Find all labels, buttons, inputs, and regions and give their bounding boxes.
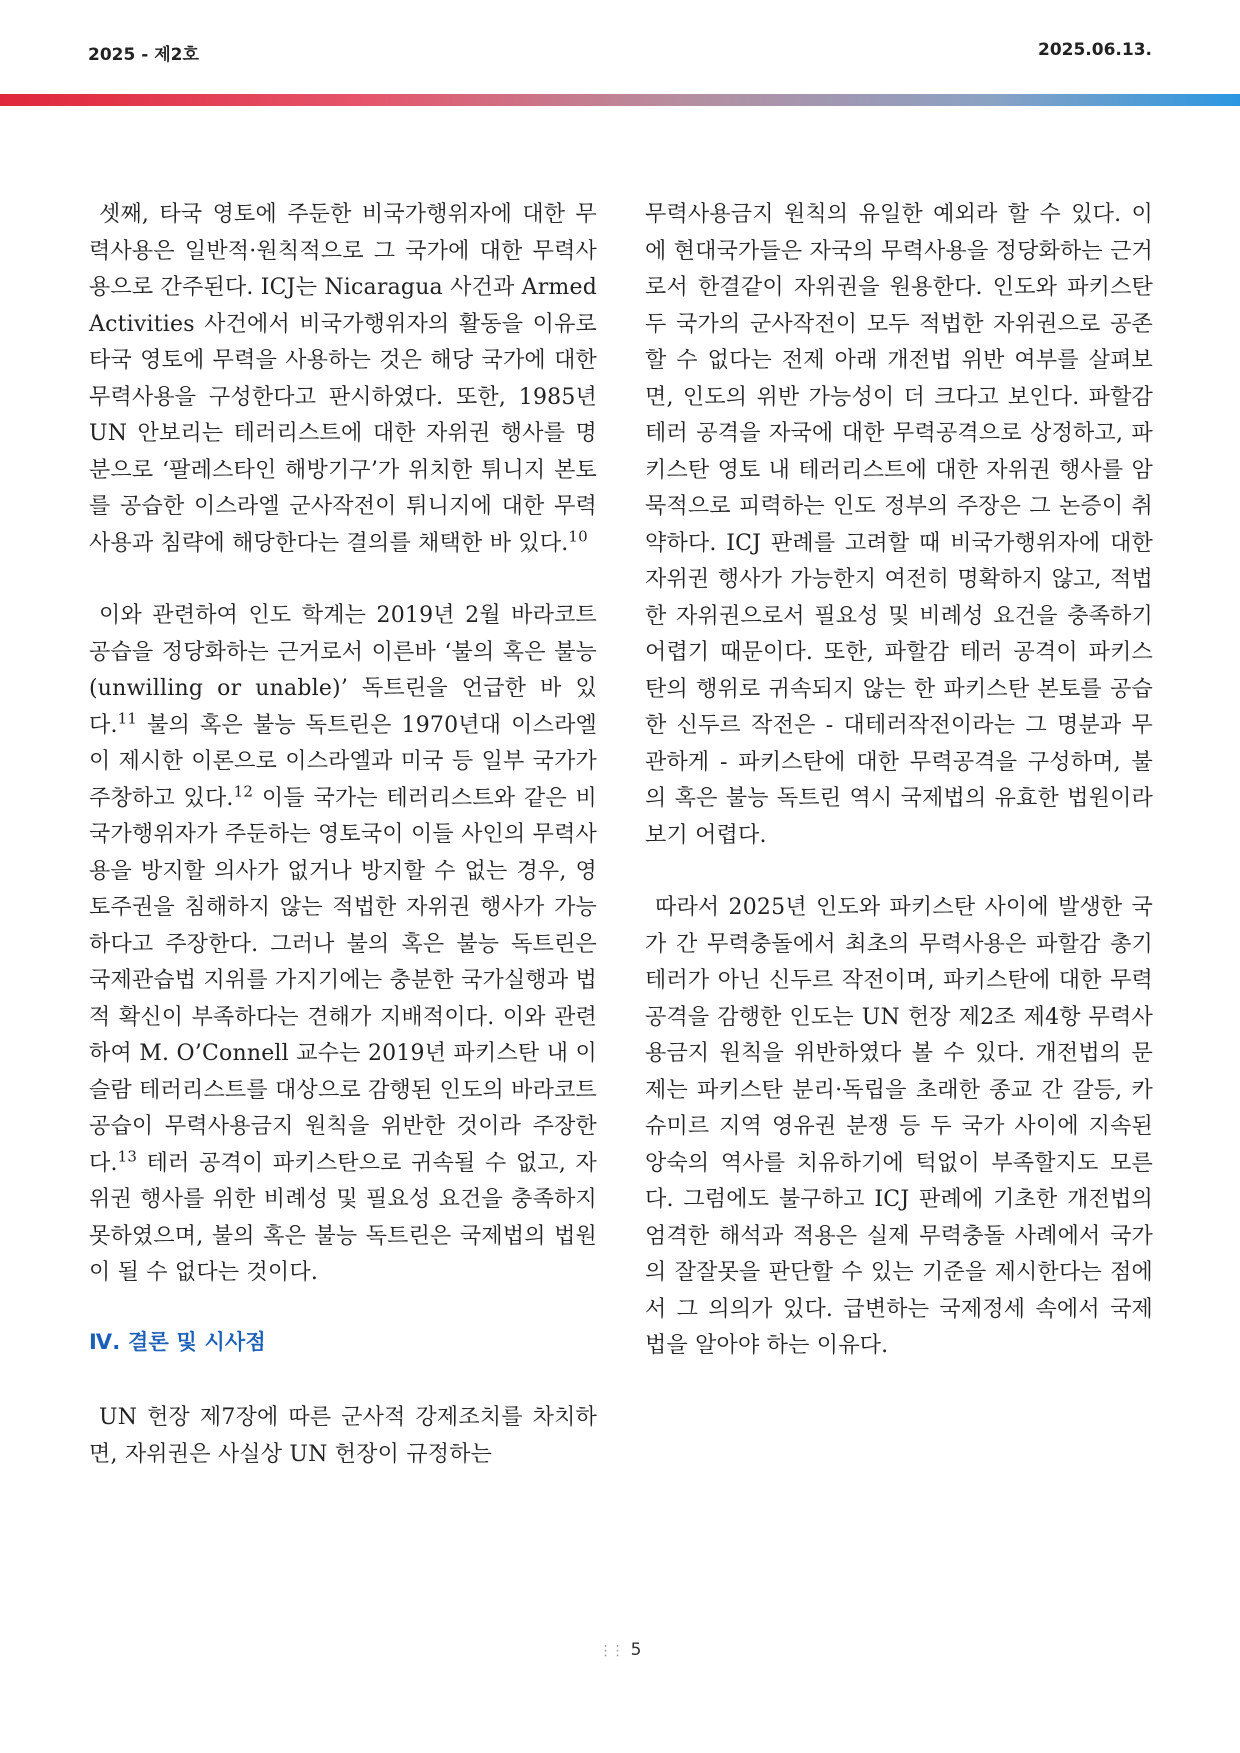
footnote-ref[interactable]: 13: [117, 1147, 138, 1166]
paragraph: [645, 197, 1153, 854]
paragraph: [89, 598, 597, 1292]
page-number: 5: [630, 1640, 642, 1660]
page-footer: [0, 1640, 1240, 1660]
section-heading: Ⅳ. 결론 및 시사점: [89, 1329, 266, 1354]
issue-date: 2025.06.13.: [1037, 40, 1152, 60]
page-header: [88, 36, 1152, 66]
dots-icon: ⋮⋮: [598, 1643, 623, 1659]
footnote-ref[interactable]: 11: [117, 709, 138, 728]
footnote-ref[interactable]: 12: [233, 782, 254, 801]
paragraph: [645, 890, 1153, 1365]
paragraph-text: 이들 국가는 테러리스트와 같은 비국가행위자가 주둔하는 영토국이 이들 사인의 무력사용을 방지할 의사가 없거나 방지할 수 없는 경우, 영토주권을 침해하지 않는 적법한 자위권 행사가 가능하다고 주장한다. 그러나 불의 혹은 불능 독트린은 국제관습법 지위를 가지기에는 충분한 국가실행과 법적 확신이 부족하다는 견해가 지배적이다. 이와 관련하여 M. O’Connell 교수는 2019년 파키스탄 내 이슬람 테러리스트를 대상으로 감행된 인도의 바라코트 공습이 무력사용금지 원칙을 위반한 것이라 주장한다.: [89, 785, 597, 1176]
paragraph-text: 무력사용금지 원칙의 유일한 예외라 할 수 있다. 이에 현대국가들은 자국의 무력사용을 정당화하는 근거로서 한결같이 자위권을 원용한다. 인도와 파키스탄 두 국가의 군사작전이 모두 적법한 자위권으로 공존할 수 없다는 전제 아래 개전법 위반 여부를 살펴보면, 인도의 위반 가능성이 더 크다고 보인다. 파할감 테러 공격을 자국에 대한 무력공격으로 상정하고, 파키스탄 영토 내 테러리스트에 대한 자위권 행사를 암묵적으로 피력하는 인도 정부의 주장은 그 논증이 취약하다. ICJ 판례를 고려할 때 비국가행위자에 대한 자위권 행사가 가능한지 여전히 명확하지 않고, 적법한 자위권으로서 필요성 및 비례성 요건을 충족하기 어렵기 때문이다. 또한, 파할감 테러 공격이 파키스탄의 행위로 귀속되지 않는 한 파키스탄 본토를 공습한 신두르 작전은 - 대테러작전이라는 그 명분과 무관하게 - 파키스탄에 대한 무력공격을 구성하며, 불의 혹은 불능 독트린 역시 국제법의 유효한 법원이라 보기 어렵다.: [645, 202, 1153, 848]
issue-number: 2025 - 제2호: [88, 45, 199, 65]
paragraph-text: 이와 관련하여 인도 학계는 2019년 2월 바라코트 공습을 정당화하는 근거로서 이른바 ‘불의 혹은 불능(unwilling or unable)’ 독트린을 언급한 바 있다.: [89, 603, 597, 738]
paragraph-text: 테러 공격이 파키스탄으로 귀속될 수 없고, 자위권 행사를 위한 비례성 및 필요성 요건을 충족하지 못하였으며, 불의 혹은 불능 독트린은 국제법의 법원이 될 수 없다는 것이다.: [89, 1150, 597, 1285]
paragraph-text: 셋째, 타국 영토에 주둔한 비국가행위자에 대한 무력사용은 일반적·원칙적으로 그 국가에 대한 무력사용으로 간주된다. ICJ는 Nicaragua 사건과 Armed Activities 사건에서 비국가행위자의 활동을 이유로 타국 영토에 무력을 사용하는 것은 해당 국가에 대한 무력사용을 구성한다고 판시하였다. 또한, 1985년 UN 안보리는 테러리스트에 대한 자위권 행사를 명분으로 ‘팔레스타인 해방기구’가 위치한 튀니지 본토를 공습한 이스라엘 군사작전이 튀니지에 대한 무력사용과 침략에 해당한다는 결의를 채택한 바 있다.: [89, 202, 597, 556]
paragraph-text: 불의 혹은 불능 독트린은 1970년대 이스라엘이 제시한 이론으로 이스라엘과 미국 등 일부 국가가 주창하고 있다.: [89, 712, 597, 811]
right-column: [645, 197, 1153, 1401]
header-gradient-bar: [0, 94, 1240, 106]
footnote-ref[interactable]: 10: [568, 527, 588, 546]
paragraph-text: UN 헌장 제7장에 따른 군사적 강제조치를 차치하면, 자위권은 사실상 UN 헌장이 규정하는: [89, 1405, 597, 1467]
paragraph: [89, 197, 597, 562]
paragraph: [89, 1400, 597, 1473]
left-column: [89, 197, 597, 1509]
paragraph-text: 따라서 2025년 인도와 파키스탄 사이에 발생한 국가 간 무력충돌에서 최초의 무력사용은 파할감 총기 테러가 아닌 신두르 작전이며, 파키스탄에 대한 무력공격을 감행한 인도는 UN 헌장 제2조 제4항 무력사용금지 원칙을 위반하였다 볼 수 있다. 개전법의 문제는 파키스탄 분리·독립을 초래한 종교 간 갈등, 카슈미르 지역 영유권 분쟁 등 두 국가 사이에 지속된 앙숙의 역사를 치유하기에 턱없이 부족할지도 모른다. 그럼에도 불구하고 ICJ 판례에 기초한 개전법의 엄격한 해석과 적용은 실제 무력충돌 사례에서 국가의 잘잘못을 판단할 수 있는 기준을 제시한다는 점에서 그 의의가 있다. 급변하는 국제정세 속에서 국제법을 알아야 하는 이유다.: [645, 895, 1153, 1358]
